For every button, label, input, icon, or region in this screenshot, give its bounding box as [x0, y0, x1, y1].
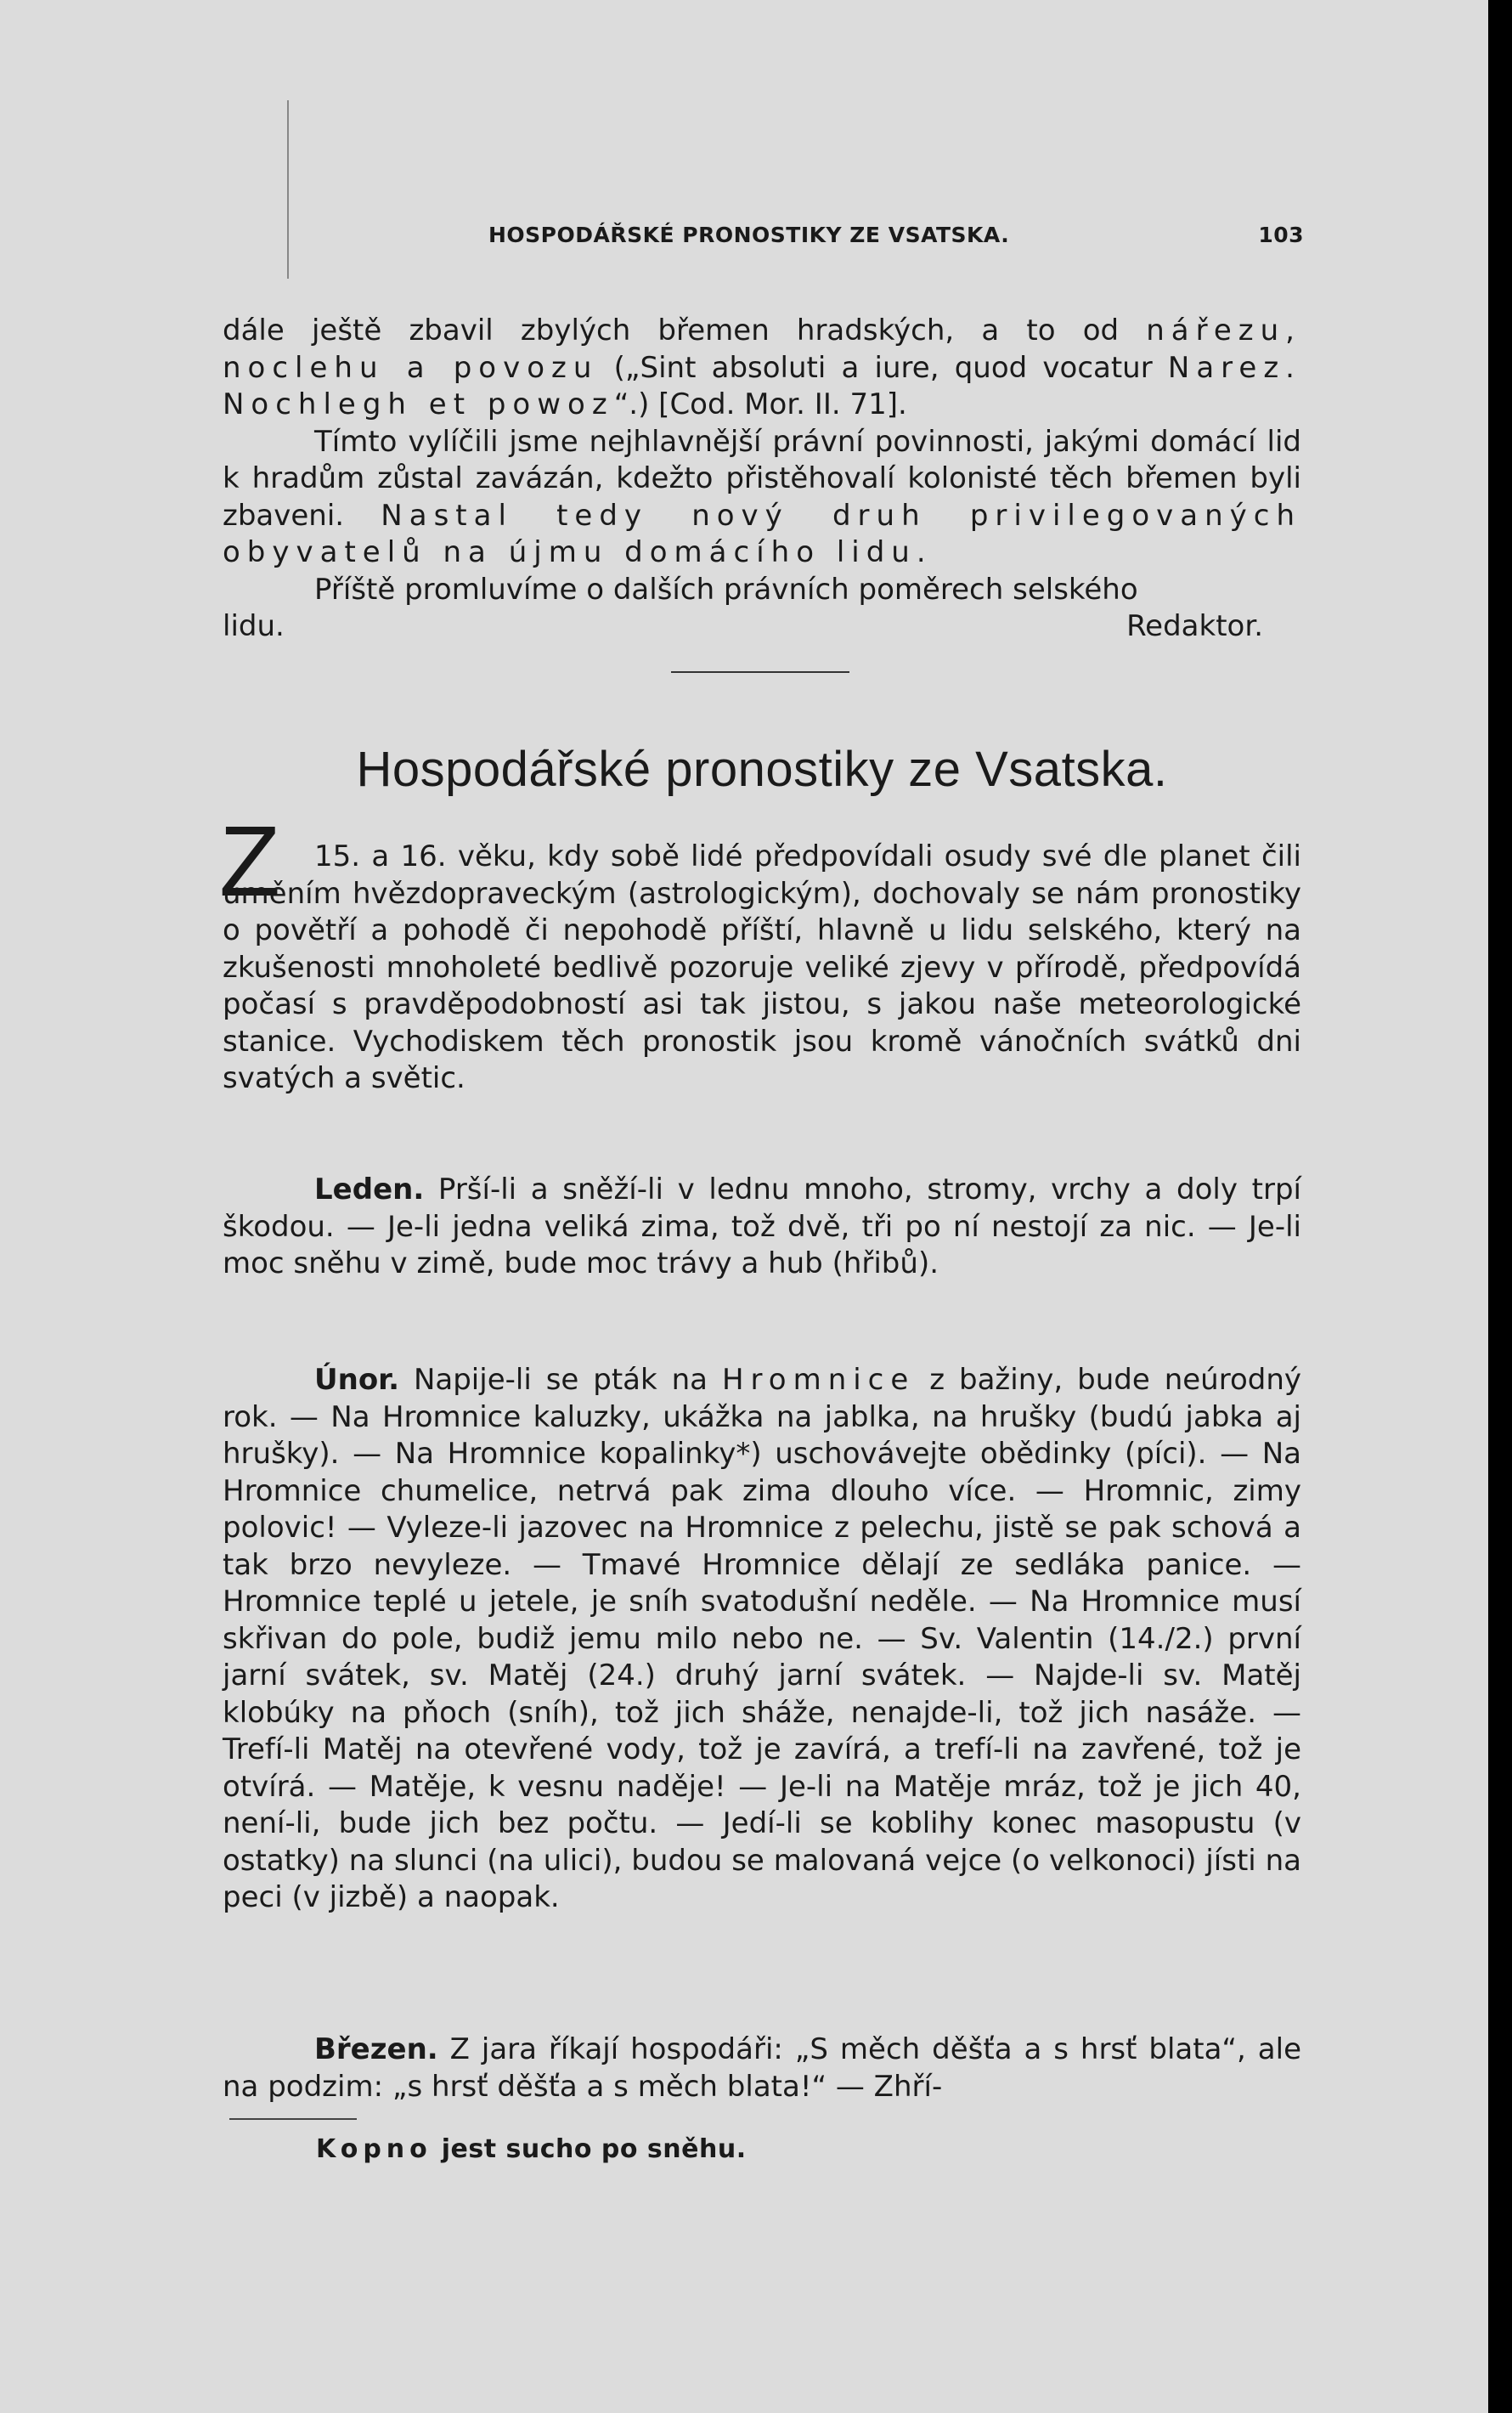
- article-intro: [223, 839, 1301, 1098]
- leden-text: Prší-li a sněží-li v lednu mnoho, stromy, vrchy a doly trpí škodou. — Je-li jedna veliká zima, tož dvě, tři po ní nestojí za nic. — Je-li moc sněhu v zimě, bude moc trávy a hub (hřibů).: [223, 1173, 1301, 1280]
- footnote: Kopno jest sucho po sněhu.: [316, 2134, 747, 2164]
- drop-cap: Z: [219, 805, 281, 918]
- signature-line: [223, 608, 1301, 646]
- article-intro-text: 15. a 16. věku, kdy sobě lidé předpovídali osudy své dle planet čili uměním hvězdopraveckým (astrologickým), dochovaly se nám pronostiky o povětří a pohodě či nepohodě příští, hlavně u lidu selského, který na zkušenosti mnoholeté bedlivě pozoruje veliké zjevy v přírodě, předpovídá počasí s pravděpodobností asi tak jistou, s jakou naše meteorologické stanice. Vychodiskem těch pronostik jsou kromě vánočních svátků dni svatých a světic.: [223, 839, 1301, 1095]
- brezen-section: [223, 2032, 1301, 2105]
- section-divider: [671, 671, 849, 673]
- page-number: 103: [1258, 223, 1304, 247]
- binding-mark: [287, 100, 289, 279]
- unor-text: z bažiny, bude neúrodný rok. — Na Hromnice kaluzky, ukážka na jablka, na hrušky (budú jabka aj hrušky). — Na Hromnice kopalinky*) uschovávejte obědinky (píci). — Na Hromnice chumelice, netrvá pak zima dlouho více. — Hromnic, zimy polovic! — Vyleze-li jazovec na Hromnice z pelechu, jistě se pak schová a tak brzo nevyleze. — Tmavé Hromnice dělají ze sedláka panice. — Hromnice teplé u jetele, je sníh svatodušní neděle. — Na Hromnice musí skřivan do pole, budiž jemu milo nebo ne. — Sv. Valentin (14./2.) první jarní svátek, sv. Matěj (24.) druhý jarní svátek. — Najde-li sv. Matěj klobúky na pňoch (sníh), tož jich sháže, nenajde-li, tož jich nasáže. — Trefí-li Matěj na otevřené vody, tož je zavírá, a trefí-li na zavřené, tož je otvírá. — Matěje, k vesnu naděje! — Je-li na Matěje mráz, tož je jich 40, není-li, bude jich bez počtu. — Jedí-li se koblihy konec masopustu (v ostatky) na slunci (na ulici), budou se malovaná vejce (o velkonoci) jísti na peci (v jizbě) a naopak.: [223, 1363, 1301, 1914]
- leden-section: [223, 1172, 1301, 1283]
- article-title: Hospodářské pronostiky ze Vsatska.: [356, 742, 1168, 797]
- brezen-text: Z jara říkají hospodáři: „S měch děšťa a s hrsť blata“, ale na podzim: „s hrsť děšťa a s měch blata!“ — Zhří-: [223, 2032, 1301, 2104]
- previous-article-ending: [223, 313, 1301, 646]
- unor-label: Únor.: [314, 1363, 400, 1397]
- signature: Redaktor.: [1126, 609, 1263, 643]
- running-title: HOSPODÁŘSKÉ PRONOSTIKY ZE VSATSKA.: [488, 223, 1010, 247]
- intro-paragraph-1: dále ještě zbavil zbylých břemen hradských, a to od nářezu, noclehu a povozu („Sint absoluti a iure, quod vocatur Narez. Nochlegh et powoz“.) [Cod. Mor. II. 71].: [223, 314, 1301, 421]
- unor-section: Únor. Napije-li se pták na Hromnice z bažiny, bude neúrodný rok. — Na Hromnice kaluzky, ukážka na jablka, na hrušky (budú jabka aj hrušky). — Na Hromnice kopalinky*) uschovávejte obědinky (píci). — Na Hromnice chumelice, netrvá pak zima dlouho více. — Hromnic, zimy polovic! — Vyleze-li jazovec na Hromnice z pelechu, jistě se pak schová a tak brzo nevyleze. — Tmavé Hromnice dělají ze sedláka panice. — Hromnice teplé u jetele, je sníh svatodušní neděle. — Na Hromnice musí skřivan do pole, budiž jemu milo nebo ne. — Sv. Valentin (14./2.) první jarní svátek, sv. Matěj (24.) druhý jarní svátek. — Najde-li sv. Matěj klobúky na pňoch (sníh), tož jich sháže, nenajde-li, tož jich nasáže. — Trefí-li Matěj na otevřené vody, tož je zavírá, a trefí-li na zavřené, tož je otvírá. — Matěje, k vesnu naděje! — Je-li na Matěje mráz, tož je jich 40, není-li, bude jich bez počtu. — Jedí-li se koblihy konec masopustu (v ostatky) na slunci (na ulici), budou se malovaná vejce (o velkonoci) jísti na peci (v jizbě) a naopak.: [223, 1363, 1301, 1914]
- leden-label: Leden.: [314, 1173, 425, 1206]
- intro-paragraph-2: Tímto vylíčili jsme nejhlavnější právní povinnosti, jakými domácí lid k hradům zůstal zavázán, kdežto přistěhovalí kolonisté těch břemen byli zbaveni. Nastal tedy nový druh privilegovaných obyvatelů na újmu domácího lidu.: [223, 424, 1302, 569]
- intro-paragraph-3: Příště promluvíme o dalších právních poměrech selského: [314, 572, 1138, 607]
- running-header: [488, 223, 1304, 247]
- footnote-divider: [229, 2118, 357, 2120]
- intro-paragraph-3-end: lidu.: [223, 609, 285, 643]
- brezen-label: Březen.: [314, 2032, 438, 2066]
